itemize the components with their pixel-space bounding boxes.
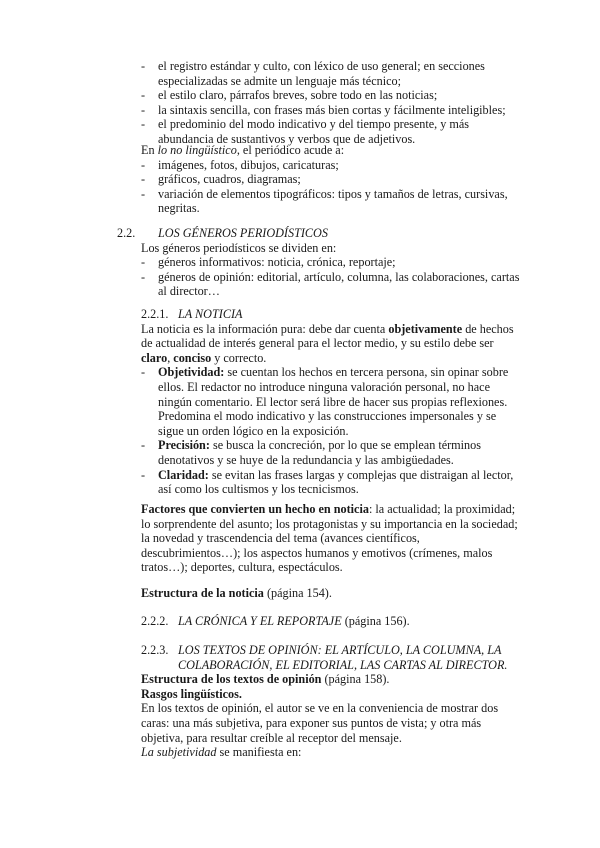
feature-text: se cuentan los hechos en tercera persona, sin opinar sobre ellos. El redactor no introduce ninguna valoración personal, no hace ningún comentario. El lector será libre de hacer sus propias reflexiones. Predomina el modo indicativo y las construcciones impersonales y se sigue un orden lógico en la exposición. [158,365,509,438]
bold-term: conciso [173,350,212,365]
list-item-text: variación de elementos tipográficos: tipos y tamaños de letras, cursivas, negritas. [158,186,508,216]
feature-term: Claridad: [158,467,209,482]
intro-list [0,59,600,147]
list-item: - géneros de opinión: editorial, artículo, columna, las colaboraciones, cartas al director… [141,269,520,299]
list-item: - el estilo claro, párrafos breves, sobre todo en las noticias; [141,88,438,103]
list-item-text: géneros de opinión: editorial, artículo, columna, las colaboraciones, cartas al director… [158,269,520,299]
section-intro: Los géneros periodísticos se dividen en: [141,240,337,255]
list-item-text: el registro estándar y culto, con léxico de uso general; en secciones especializadas se admite un lenguaje más técnico; [158,59,485,88]
text: (página 158). [321,672,390,687]
bold-term: objetivamente [388,321,463,336]
estructura-opinion [0,672,520,687]
subsection-number: 2.2.2. [141,614,169,628]
rasgos-heading [0,687,520,702]
list-item-text: imágenes, fotos, dibujos, caricaturas; [158,157,339,172]
page-reference: (página 156). [341,614,410,628]
feature-term: Precisión: [158,438,210,453]
subsection-heading [0,643,518,672]
subsection-heading [0,307,518,322]
list-item-text: el predominio del modo indicativo y del tiempo presente, y más abundancia de sustantivos y verbos que de adjetivos. [158,117,470,146]
subsection-title: LA NOTICIA [178,307,243,321]
section-heading [0,226,600,241]
text: (página 154). [263,586,332,600]
text: , [167,350,174,365]
feature-text: se busca la concreción, por lo que se emplean términos denotativos y se huye de la redundancia y las ambigüedades. [158,438,481,467]
feature-item: - Precisión: se busca la concreción, por lo que se emplean términos denotativos y se huye de la redundancia y las ambigüedades. [141,438,481,467]
list-item: - el registro estándar y culto, con léxico de uso general; en secciones especializadas se admite un lenguaje más técnico; [141,59,485,88]
subsection-title: LOS TEXTOS DE OPINIÓN: EL ARTÍCULO, LA COLUMNA, LA COLABORACIÓN, EL EDITORIAL, LAS CARTAS AL DIRECTOR. [178,643,508,672]
italic-term: La subjetividad [141,745,217,760]
subsection-title: LA CRÓNICA Y EL REPORTAJE [178,614,342,628]
opinion-paragraph: En los textos de opinión, el autor se ve en la conveniencia de mostrar dos caras: una más subjetiva, para exponer sus puntos de vista; y otra más objetiva, para resultar creíble al receptor del mensaje. [141,701,499,745]
factores-paragraph [0,502,600,575]
feature-item: - Claridad: se evitan las frases largas y complejas que distraigan al lector, así como los cultismos y los tecnicismos. [141,467,514,497]
italic-term: lo no lingüístico [157,143,237,157]
list-item: - la sintaxis sencilla, con frases más bien cortas y fácilmente inteligibles; [141,102,506,117]
nonlinguistic-intro [0,143,520,158]
bold-term: Estructura de los textos de opinión [141,672,322,687]
bold-heading: Rasgos lingüísticos. [141,686,242,701]
section-2-2 [0,226,600,299]
list-item-text: géneros informativos: noticia, crónica, reportaje; [158,255,396,270]
section-title: LOS GÉNEROS PERIODÍSTICOS [158,226,328,240]
text: : la actualidad; la proximidad; lo sorprendente del asunto; los protagonistas y su importancia en la sociedad; la novedad y trascendencia del tema (avances científicos, descubrimientos…); los aspectos humanos y emotivos (crímenes, malos tratos…); deportes, cultura, espectáculos. [141,502,518,575]
subjetividad-line [0,745,520,760]
list-item-text: el estilo claro, párrafos breves, sobre todo en las noticias; [158,88,438,103]
text: , el periódico acude a: [236,143,345,157]
text: La noticia es la información pura: debe dar cuenta [141,321,389,336]
list-item-text: gráficos, cuadros, diagramas; [158,172,301,187]
feature-text: se evitan las frases largas y complejas que distraigan al lector, así como los cultismos y los tecnicismos. [158,467,514,497]
text: En [141,143,158,157]
text: y correcto. [211,350,267,365]
section-opinion [0,643,600,760]
section-number: 2.2. [117,226,136,240]
text: de hechos de actualidad de interés general para el lector medio, y su estilo debe ser [141,321,514,351]
bold-term: claro [141,350,168,365]
text: se manifiesta en: [216,745,302,760]
list-item: - gráficos, cuadros, diagramas; [141,172,301,187]
list-item: - imágenes, fotos, dibujos, caricaturas; [141,157,339,172]
subsection-heading [0,614,518,629]
list-item: - géneros informativos: noticia, crónica, reportaje; [141,255,396,270]
nonlinguistic-block [0,143,600,216]
section-cronica [0,614,600,629]
estructura-noticia [0,586,600,601]
list-item: - el predominio del modo indicativo y del tiempo presente, y más abundancia de sustantivos y verbos que de adjetivos. [141,117,470,146]
noticia-definition [0,322,520,366]
subsection-number: 2.2.3. [141,643,169,657]
list-item-text: la sintaxis sencilla, con frases más bien cortas y fácilmente inteligibles; [158,102,506,117]
feature-term: Objetividad: [158,365,225,380]
section-noticia [0,307,600,497]
subsection-number: 2.2.1. [141,307,169,321]
feature-item: - Objetividad: se cuentan los hechos en tercera persona, sin opinar sobre ellos. El redactor no introduce ninguna valoración personal, no hace ningún comentario. El lector será libre de hacer sus propias reflexiones. Predomina el modo indicativo y las construcciones impersonales y se sigue un orden lógico en la exposición. [141,365,509,438]
list-item: - variación de elementos tipográficos: tipos y tamaños de letras, cursivas, negritas. [141,186,508,216]
bold-term: Factores que convierten un hecho en noticia [141,502,369,516]
bold-term: Estructura de la noticia [141,586,264,600]
